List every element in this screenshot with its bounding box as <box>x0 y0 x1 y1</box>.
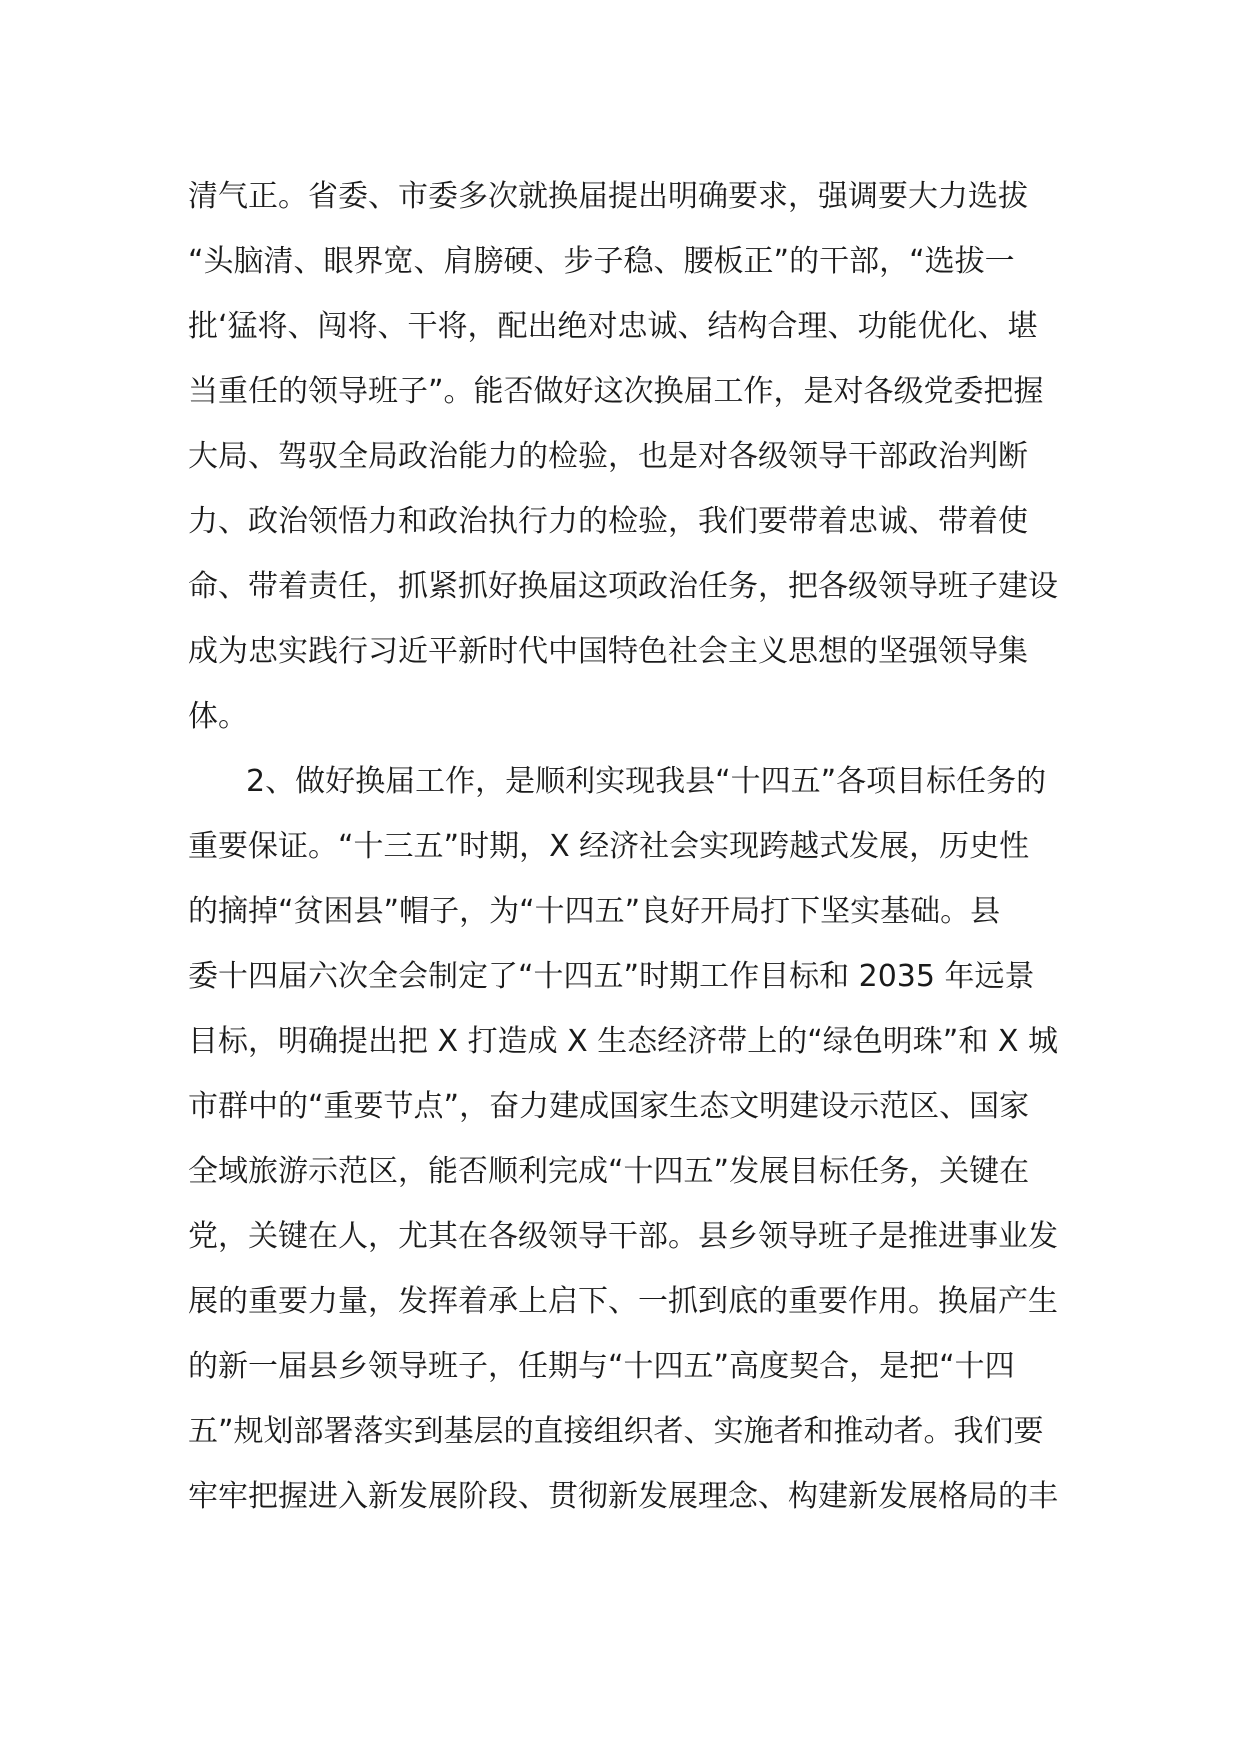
text-line: 展的重要力量，发挥着承上启下、一抓到底的重要作用。换届产生 <box>188 1284 1058 1319</box>
text-line: 重要保证。“十三五”时期，X 经济社会实现跨越式发展，历史性 <box>188 829 1030 864</box>
paragraph-start-line: 2、做好换届工作，是顺利实现我县“十四五”各项目标任务的 <box>246 764 1047 799</box>
text-line: 大局、驾驭全局政治能力的检验，也是对各级领导干部政治判断 <box>188 439 1028 474</box>
text-line: 成为忠实践行习近平新时代中国特色社会主义思想的坚强领导集 <box>188 634 1028 669</box>
text-line: “头脑清、眼界宽、肩膀硬、步子稳、腰板正”的干部，“选拔一 <box>188 244 1015 279</box>
text-line: 的摘掉“贫困县”帽子，为“十四五”良好开局打下坚实基础。县 <box>188 894 1001 929</box>
text-line: 批‘猛将、闯将、干将，配出绝对忠诚、结构合理、功能优化、堪 <box>188 309 1038 344</box>
text-line: 委十四届六次全会制定了“十四五”时期工作目标和 2035 年远景 <box>188 959 1035 994</box>
text-line: 力、政治领悟力和政治执行力的检验，我们要带着忠诚、带着使 <box>188 504 1028 539</box>
document-body <box>188 164 1068 1529</box>
text-line: 市群中的“重要节点”，奋力建成国家生态文明建设示范区、国家 <box>188 1089 1030 1124</box>
text-line: 命、带着责任，抓紧抓好换届这项政治任务，把各级领导班子建设 <box>188 569 1058 604</box>
text-line: 的新一届县乡领导班子，任期与“十四五”高度契合，是把“十四 <box>188 1349 1015 1384</box>
text-line: 全域旅游示范区，能否顺利完成“十四五”发展目标任务，关键在 <box>188 1154 1030 1189</box>
text-line: 目标，明确提出把 X 打造成 X 生态经济带上的“绿色明珠”和 X 城 <box>188 1024 1058 1059</box>
text-line: 体。 <box>188 699 248 734</box>
text-line: 当重任的领导班子”。能否做好这次换届工作，是对各级党委把握 <box>188 374 1044 409</box>
text-line: 牢牢把握进入新发展阶段、贯彻新发展理念、构建新发展格局的丰 <box>188 1479 1058 1514</box>
text-line: 清气正。省委、市委多次就换届提出明确要求，强调要大力选拔 <box>188 179 1028 214</box>
text-line: 党，关键在人，尤其在各级领导干部。县乡领导班子是推进事业发 <box>188 1219 1058 1254</box>
text-line: 五”规划部署落实到基层的直接组织者、实施者和推动者。我们要 <box>188 1414 1044 1449</box>
